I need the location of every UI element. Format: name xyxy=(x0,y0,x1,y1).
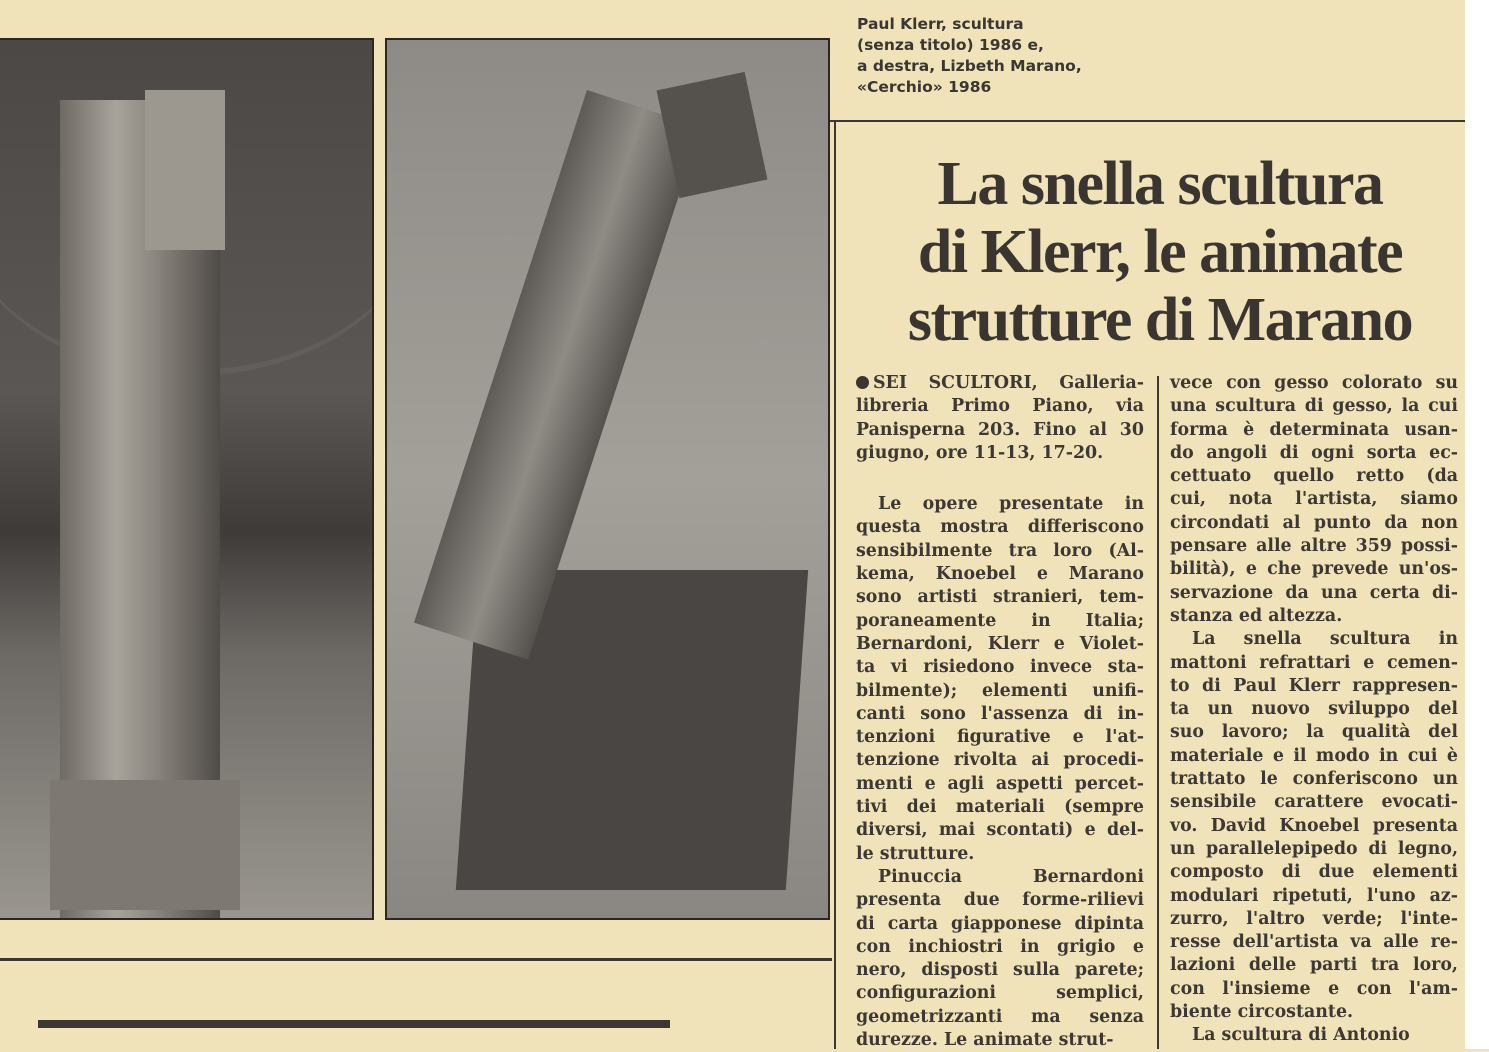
column-divider xyxy=(1157,376,1159,1049)
text-line: La snella scultura in xyxy=(1192,629,1458,650)
caption-line: a destra, Lizbeth Marano, xyxy=(857,57,1082,75)
text-line-content: SEI SCULTORI, Galleria- xyxy=(873,373,1144,393)
bottom-bar xyxy=(38,1020,670,1028)
text-line: bilmente); elementi unifi- xyxy=(856,680,1144,701)
text-line: configurazioni semplici, xyxy=(856,983,1144,1004)
text-line: circondati al punto da non xyxy=(1170,512,1458,533)
text-line: vo. David Knoebel presenta xyxy=(1170,815,1458,836)
text-line: tenzione rivolta ai procedi- xyxy=(856,750,1144,771)
text-line: materiale e il modo in cui è xyxy=(1170,745,1458,766)
caption-line: Paul Klerr, scultura xyxy=(857,15,1024,33)
headline-line: di Klerr, le animate xyxy=(917,218,1403,286)
text-line: con l'insieme e con l'am- xyxy=(1170,978,1458,999)
text-line: resse dell'artista va alle re- xyxy=(1170,932,1458,953)
text-line: vece con gesso colorato su xyxy=(1170,373,1458,393)
text-line: Panisperna 203. Fino al 30 xyxy=(856,419,1144,440)
caption-line: «Cerchio» 1986 xyxy=(857,78,992,96)
text-line: La scultura di Antonio xyxy=(1192,1025,1410,1046)
text-line: biente circostante. xyxy=(1170,1002,1354,1023)
text-line: geometrizzanti ma senza xyxy=(856,1006,1144,1027)
text-line: durezze. Le animate strut- xyxy=(856,1030,1114,1051)
text-line: trattato le conferiscono un xyxy=(1170,769,1458,790)
photo-klerr-sculpture xyxy=(0,38,374,920)
paragraph xyxy=(1170,1024,1458,1047)
text-line: composto di due elementi xyxy=(1170,862,1458,883)
headline-line: La snella scultura xyxy=(937,150,1383,218)
text-line: Bernardoni, Klerr e Violet- xyxy=(856,633,1144,654)
headline-line: strutture di Marano xyxy=(907,286,1413,354)
text-line: lazioni delle parti tra loro, xyxy=(1170,955,1458,976)
text-line: tenzioni figurative e l'at- xyxy=(856,727,1144,748)
caption-divider xyxy=(830,120,1466,122)
text-line: sono artisti stranieri, tem- xyxy=(856,587,1144,608)
text-line: stanza ed altezza. xyxy=(1170,605,1343,626)
text-line: zurro, l'altro verde; l'inte- xyxy=(1170,908,1458,929)
text-line: una scultura di gesso, la cui xyxy=(1170,396,1458,417)
text-line: modulari ripetuti, l'uno az- xyxy=(1170,885,1458,906)
text-line: con inchiostri in grigio e xyxy=(856,936,1144,957)
text-line: canti sono l'assenza di in- xyxy=(856,703,1144,724)
text-line: tivi dei materiali (sempre xyxy=(856,797,1144,818)
photo-marano-cerchio xyxy=(385,38,830,920)
paragraph xyxy=(856,866,1144,1052)
headline xyxy=(870,150,1450,354)
text-line: cui, nota l'artista, siamo xyxy=(1170,489,1458,510)
article-column-2 xyxy=(1170,372,1458,1048)
torn-edge xyxy=(1465,0,1489,1049)
text-line: Le opere presentate in xyxy=(878,494,1144,515)
text-line: sensibile carattere evocati- xyxy=(1170,792,1458,813)
exhibition-info xyxy=(856,372,1144,465)
text-line: libreria Primo Piano, via xyxy=(856,396,1144,417)
text-line: ta un nuovo sviluppo del xyxy=(1170,699,1458,720)
photo-column-rule xyxy=(834,120,836,1049)
text-line: diversi, mai scontati) e del- xyxy=(856,820,1144,841)
article-column-1 xyxy=(856,372,1144,1052)
text-line: kema, Knoebel e Marano xyxy=(856,564,1144,585)
bottom-rule xyxy=(0,958,832,961)
bullet-icon xyxy=(856,376,869,389)
text-line: cettuato quello retto (da xyxy=(1170,466,1458,487)
paragraph xyxy=(1170,372,1458,628)
text-line: mattoni refrattari e cemen- xyxy=(1170,652,1458,673)
text-line xyxy=(856,372,1144,395)
text-line: giugno, ore 11-13, 17-20. xyxy=(856,442,1104,463)
text-line: nero, disposti sulla parete; xyxy=(856,960,1144,981)
text-line: pensare alle altre 359 possi- xyxy=(1170,536,1458,557)
text-line: do angoli di ogni sorta ec- xyxy=(1170,442,1458,463)
caption-line: (senza titolo) 1986 e, xyxy=(857,36,1044,54)
text-line: bilità), e che prevede un'os- xyxy=(1170,559,1458,580)
photo-caption xyxy=(857,14,1082,98)
text-line: poraneamente in Italia; xyxy=(856,610,1144,631)
text-line: le strutture. xyxy=(856,843,975,864)
text-line: ta vi risiedono invece sta- xyxy=(856,657,1144,678)
paragraph xyxy=(1170,628,1458,1024)
text-line: forma è determinata usan- xyxy=(1170,419,1458,440)
spacer xyxy=(856,465,1144,493)
text-line: di carta giapponese dipinta xyxy=(856,913,1144,934)
text-line: un parallelepipedo di legno, xyxy=(1170,838,1458,859)
text-line: presenta due forme-rilievi xyxy=(856,890,1144,911)
text-line: Pinuccia Bernardoni xyxy=(878,866,1144,887)
text-line: menti e agli aspetti percet- xyxy=(856,773,1144,794)
text-line: servazione da una certa di- xyxy=(1170,582,1458,603)
paragraph xyxy=(856,493,1144,866)
text-line: to di Paul Klerr rappresen- xyxy=(1170,675,1458,696)
text-line: questa mostra differiscono xyxy=(856,517,1144,538)
text-line: sensibilmente tra loro (Al- xyxy=(856,540,1144,561)
text-line: suo lavoro; la qualità del xyxy=(1170,722,1458,743)
